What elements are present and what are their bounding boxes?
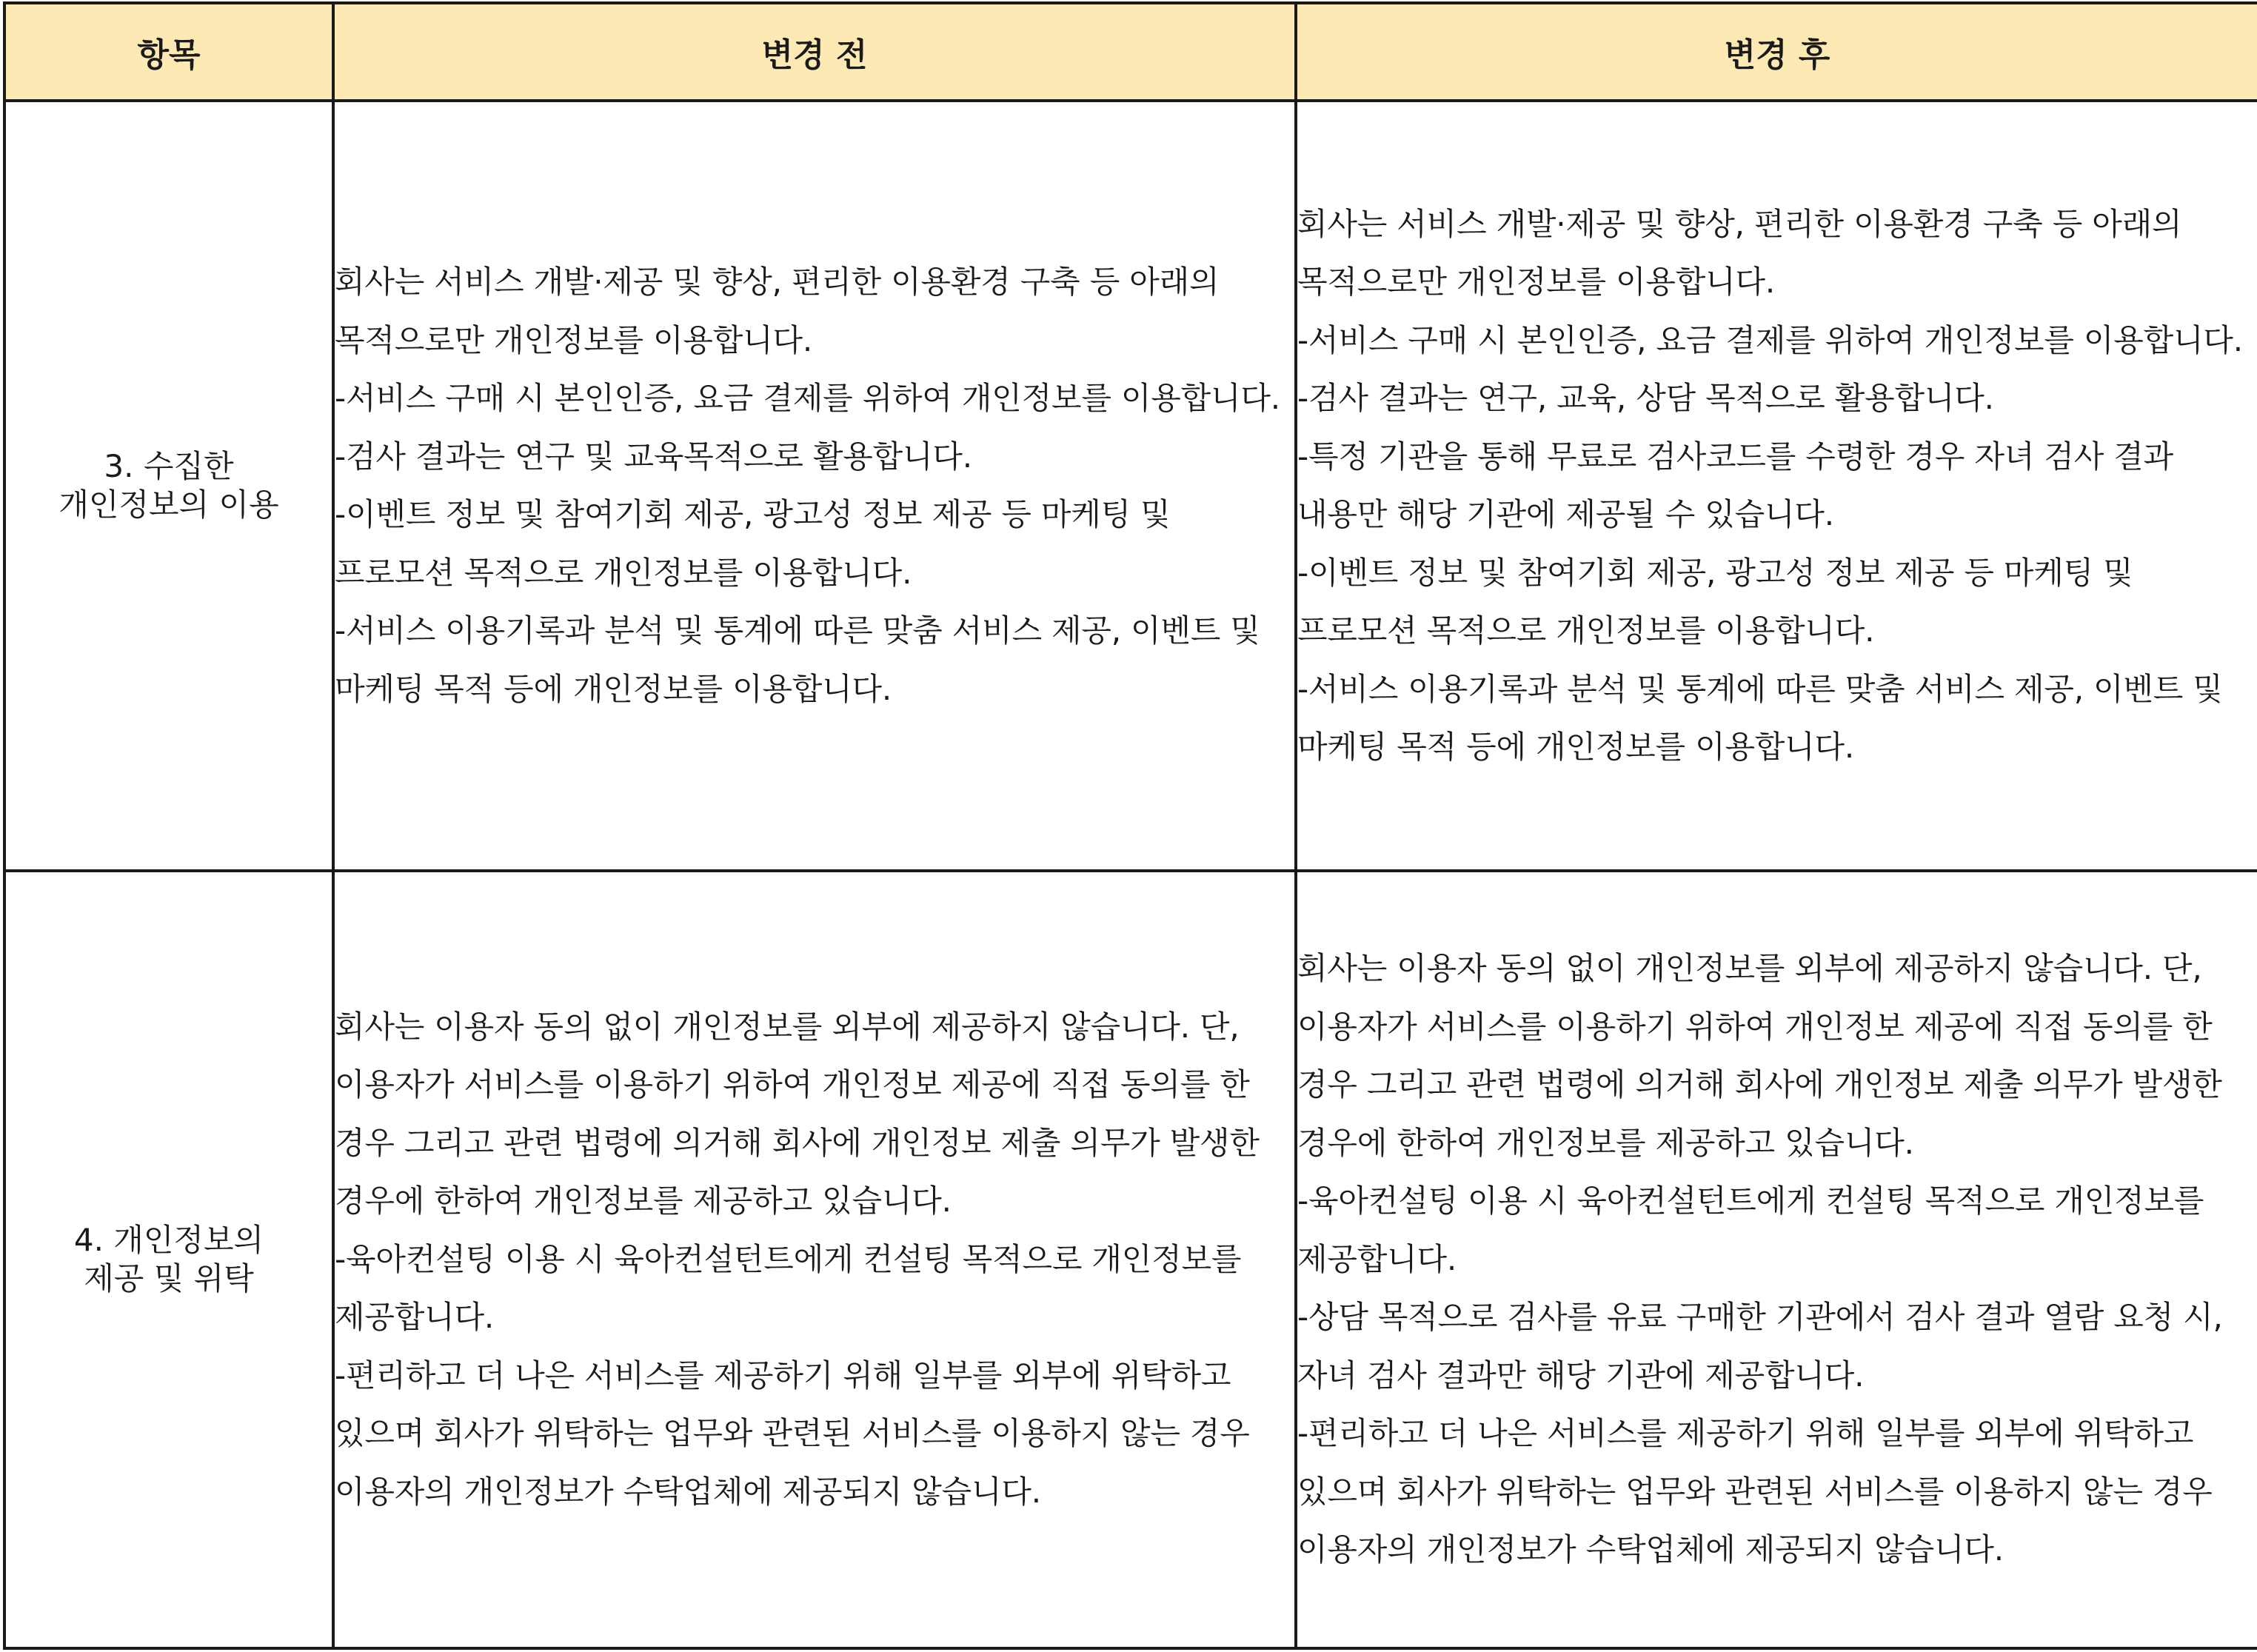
- paragraph: -서비스 구매 시 본인인증, 요금 결제를 위하여 개인정보를 이용합니다.: [1297, 321, 2243, 358]
- paragraph: -편리하고 더 나은 서비스를 제공하기 위해 일부를 외부에 위탁하고 있으며 회사가 위탁하는 업무와 관련된 서비스를 이용하지 않는 경우 이용자의 개인정보가 수탁업체에 제공되지 않습니다.: [335, 1357, 1250, 1510]
- after-content: [1296, 101, 2257, 871]
- after-content: [1296, 871, 2257, 1648]
- paragraph: -검사 결과는 연구, 교육, 상담 목적으로 활용합니다.: [1297, 380, 1994, 416]
- row-item-label: 3. 수집한 개인정보의 이용: [4, 101, 333, 871]
- table-row: [4, 871, 2257, 1648]
- header-after: 변경 후: [1296, 3, 2257, 101]
- paragraph: -육아컨설팅 이용 시 육아컨설턴트에게 컨설팅 목적으로 개인정보를 제공합니다.: [1297, 1183, 2204, 1277]
- row-item-label: 4. 개인정보의 제공 및 위탁: [4, 871, 333, 1648]
- table-row: [4, 101, 2257, 871]
- paragraph: -서비스 구매 시 본인인증, 요금 결제를 위하여 개인정보를 이용합니다.: [335, 380, 1280, 416]
- header-before: 변경 전: [333, 3, 1296, 101]
- paragraph: -서비스 이용기록과 분석 및 통계에 따른 맞춤 서비스 제공, 이벤트 및 마케팅 목적 등에 개인정보를 이용합니다.: [335, 612, 1260, 707]
- before-content: [333, 871, 1296, 1648]
- paragraph: -이벤트 정보 및 참여기회 제공, 광고성 정보 제공 등 마케팅 및 프로모션 목적으로 개인정보를 이용합니다.: [1297, 554, 2133, 649]
- paragraph: -편리하고 더 나은 서비스를 제공하기 위해 일부를 외부에 위탁하고 있으며 회사가 위탁하는 업무와 관련된 서비스를 이용하지 않는 경우 이용자의 개인정보가 수탁업체에 제공되지 않습니다.: [1297, 1415, 2213, 1568]
- paragraph: 회사는 서비스 개발·제공 및 향상, 편리한 이용환경 구축 등 아래의 목적으로만 개인정보를 이용합니다.: [1297, 205, 2182, 300]
- paragraph: -육아컨설팅 이용 시 육아컨설턴트에게 컨설팅 목적으로 개인정보를 제공합니다.: [335, 1240, 1242, 1336]
- paragraph: -이벤트 정보 및 참여기회 제공, 광고성 정보 제공 등 마케팅 및 프로모션 목적으로 개인정보를 이용합니다.: [335, 496, 1171, 591]
- paragraph: -상담 목적으로 검사를 유료 구매한 기관에서 검사 결과 열람 요청 시, 자녀 검사 결과만 해당 기관에 제공합니다.: [1297, 1299, 2223, 1394]
- paragraph: 회사는 서비스 개발·제공 및 향상, 편리한 이용환경 구축 등 아래의 목적으로만 개인정보를 이용합니다.: [335, 264, 1220, 358]
- policy-comparison-table: [3, 1, 2257, 1650]
- paragraph: 회사는 이용자 동의 없이 개인정보를 외부에 제공하지 않습니다. 단, 이용자가 서비스를 이용하기 위하여 개인정보 제공에 직접 동의를 한 경우 그리고 관련 법령에 의거해 회사에 개인정보 제출 의무가 발생한 경우에 한하여 개인정보를 제공하고 있습니다.: [335, 1008, 1260, 1220]
- paragraph: -특정 기관을 통해 무료로 검사코드를 수령한 경우 자녀 검사 결과 내용만 해당 기관에 제공될 수 있습니다.: [1297, 438, 2173, 532]
- header-item: 항목: [4, 3, 333, 101]
- header-row: [4, 3, 2257, 101]
- table-header: [4, 3, 2257, 101]
- paragraph: -검사 결과는 연구 및 교육목적으로 활용합니다.: [335, 438, 972, 475]
- paragraph: 회사는 이용자 동의 없이 개인정보를 외부에 제공하지 않습니다. 단, 이용자가 서비스를 이용하기 위하여 개인정보 제공에 직접 동의를 한 경우 그리고 관련 법령에 의거해 회사에 개인정보 제출 의무가 발생한 경우에 한하여 개인정보를 제공하고 있습니다.: [1297, 950, 2222, 1161]
- before-content: [333, 101, 1296, 871]
- paragraph: -서비스 이용기록과 분석 및 통계에 따른 맞춤 서비스 제공, 이벤트 및 마케팅 목적 등에 개인정보를 이용합니다.: [1297, 670, 2223, 765]
